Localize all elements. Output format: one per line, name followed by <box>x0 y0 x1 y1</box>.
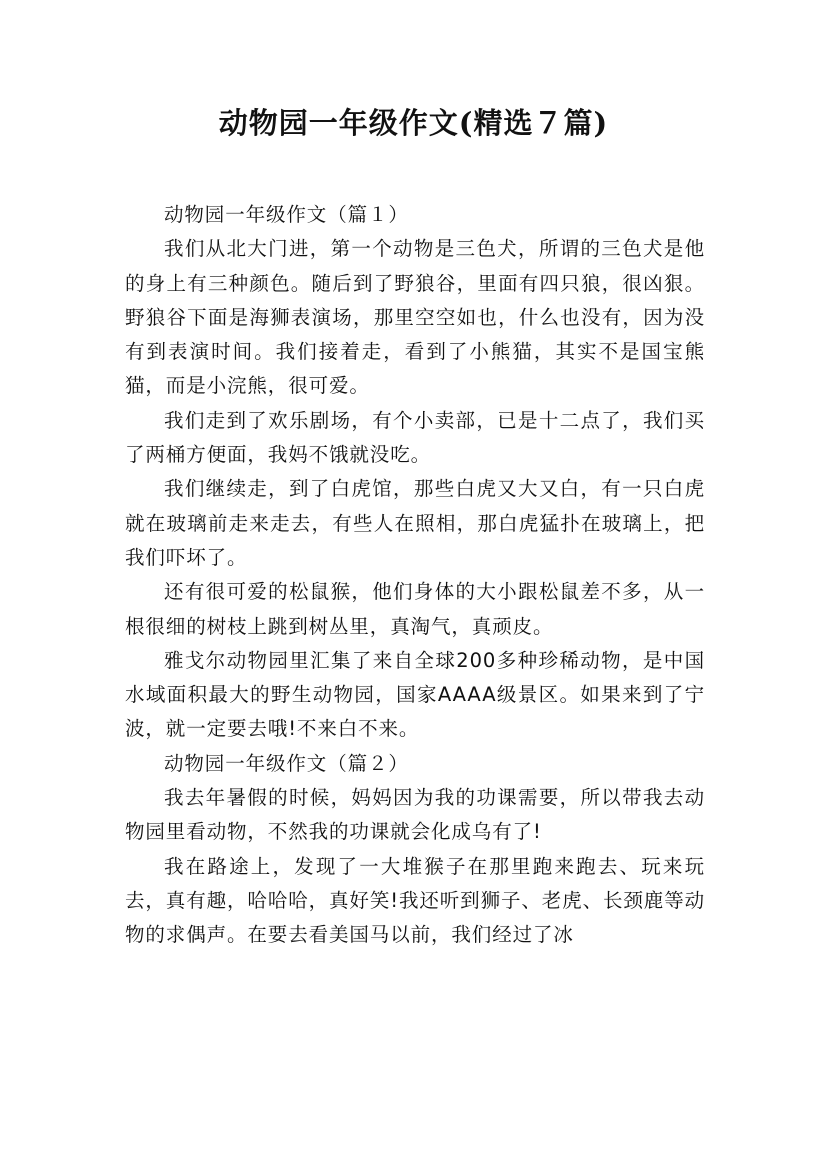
section-heading-1: 动物园一年级作文（篇１） <box>164 203 409 226</box>
document-body <box>125 198 705 953</box>
paragraph: 我们从北大门进，第一个动物是三色犬，所谓的三色犬是他的身上有三种颜色。随后到了野狼谷，里面有四只狼，很凶狠。野狼谷下面是海狮表演场，那里空空如也，什么也没有，因为没有到表演时间。我们接着走，看到了小熊猫，其实不是国宝熊猫，而是小浣熊，很可爱。 <box>125 237 705 398</box>
paragraph: 我们继续走，到了白虎馆，那些白虎又大又白，有一只白虎就在玻璃前走来走去，有些人在照相，那白虎猛扑在玻璃上，把我们吓坏了。 <box>125 477 705 569</box>
document-title: 动物园一年级作文(精选７篇) <box>218 106 609 140</box>
paragraph: 我在路途上，发现了一大堆猴子在那里跑来跑去、玩来玩去，真有趣，哈哈哈，真好笑!我还听到狮子、老虎、长颈鹿等动物的求偶声。在要去看美国马以前，我们经过了冰 <box>125 854 705 947</box>
paragraph: 我们走到了欢乐剧场，有个小卖部，已是十二点了，我们买了两桶方便面，我妈不饿就没吃。 <box>125 408 705 467</box>
section-heading-2: 动物园一年级作文（篇２） <box>164 751 409 775</box>
paragraph: 还有很可爱的松鼠猴，他们身体的大小跟松鼠差不多，从一根很细的树枝上跳到树丛里，真淘气，真顽皮。 <box>125 580 705 638</box>
paragraph: 我去年暑假的时候，妈妈因为我的功课需要，所以带我去动物园里看动物，不然我的功课就会化成乌有了! <box>125 786 705 844</box>
paragraph: 雅戈尔动物园里汇集了来自全球200多种珍稀动物，是中国水域面积最大的野生动物园，国家AAAA级景区。如果来到了宁波，就一定要去哦!不来白不来。 <box>125 648 705 741</box>
